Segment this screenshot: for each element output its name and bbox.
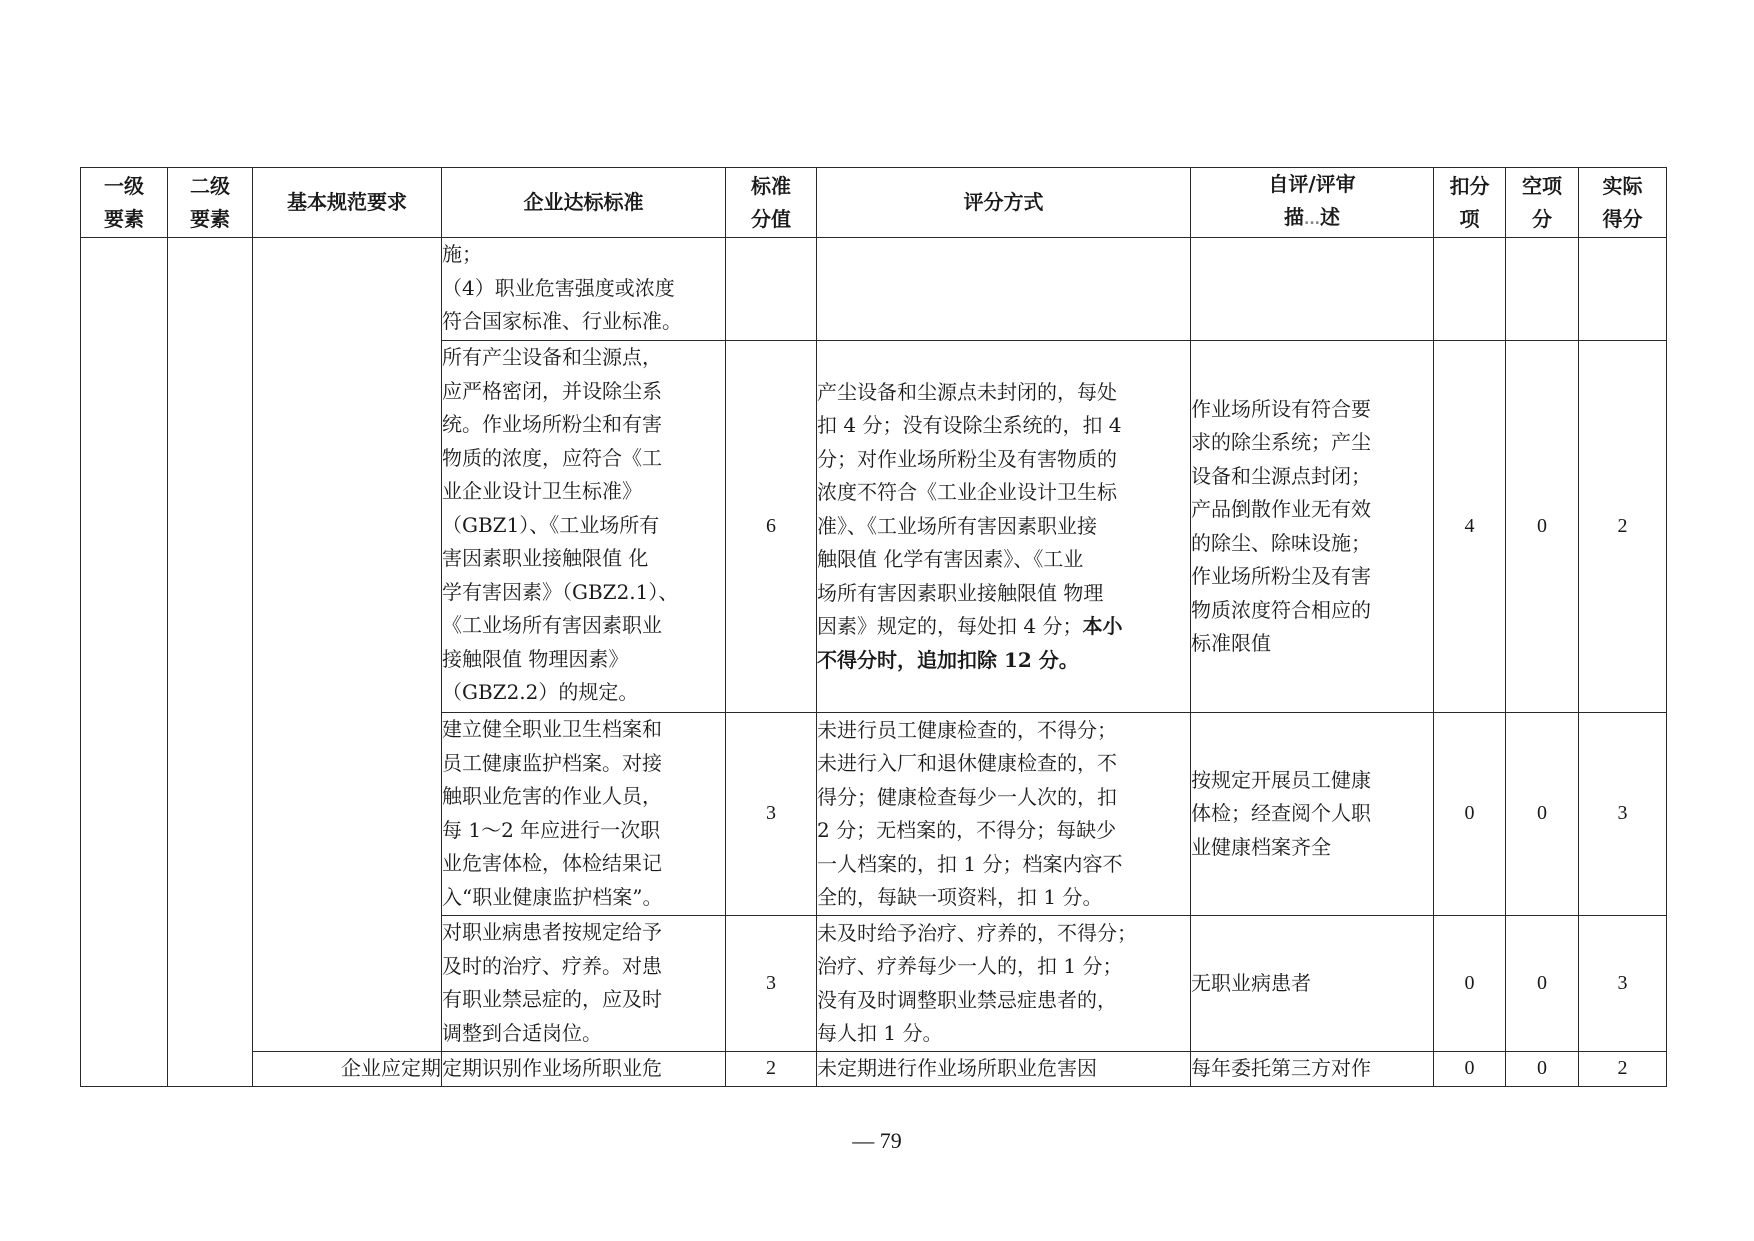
level1-cell [81,238,168,1087]
score-cell [726,238,817,341]
empty-cell: 0 [1506,1052,1579,1087]
scoring-table [80,167,1667,1087]
standard-cell: 定期识别作业场所职业危 [442,1052,726,1087]
header-requirement: 基本规范要求 [253,168,442,238]
standard-cell: 对职业病患者按规定给予 及时的治疗、疗养。对患 有职业禁忌症的，应及时 调整到合适岗位。 [442,916,726,1052]
empty-cell: 0 [1506,916,1579,1052]
standard-cell: 建立健全职业卫生档案和 员工健康监护档案。对接 触职业危害的作业人员， 每 1～2 年应进行一次职 业危害体检，体检结果记 入“职业健康监护档案”。 [442,713,726,916]
requirement-cell: 企业应定期 [253,1052,442,1087]
header-method: 评分方式 [817,168,1191,238]
level2-cell [168,238,253,1087]
header-row [81,168,1667,238]
actual-cell [1579,238,1667,341]
score-cell: 3 [726,916,817,1052]
standard-cell: 所有产尘设备和尘源点， 应严格密闭，并设除尘系 统。作业场所粉尘和有害 物质的浓度，应符合《工 业企业设计卫生标准》 （GBZ1）、《工业场所有 害因素职业接触限值 化 学有害因素》（GBZ2.1）、 《工业场所有害因素职业 接触限值 物理因素》 （GBZ2.2）的规定。 [442,341,726,713]
method-cell: 产尘设备和尘源点未封闭的，每处 扣 4 分；没有设除尘系统的，扣 4 分；对作业场所粉尘及有害物质的 浓度不符合《工业企业设计卫生标 准》、《工业场所有害因素职业接 触限值 化学有害因素》、《工业 场所有害因素职业接触限值 物理 因素》规定的，每处扣 4 分；本小 不得分时，追加扣除 12 分。 [817,341,1191,713]
description-cell: 按规定开展员工健康 体检；经查阅个人职 业健康档案齐全 [1191,713,1434,916]
score-cell: 6 [726,341,817,713]
empty-cell [1506,238,1579,341]
actual-cell: 2 [1579,1052,1667,1087]
deduct-cell: 4 [1434,341,1506,713]
header-level1: 一级 要素 [81,168,168,238]
method-cell: 未定期进行作业场所职业危害因 [817,1052,1191,1087]
deduct-cell: 0 [1434,713,1506,916]
empty-cell: 0 [1506,713,1579,916]
actual-cell: 2 [1579,341,1667,713]
score-cell: 3 [726,713,817,916]
deduct-cell: 0 [1434,916,1506,1052]
description-cell: 作业场所设有符合要 求的除尘系统；产尘 设备和尘源点封闭； 产品倒散作业无有效 的除尘、除味设施； 作业场所粉尘及有害 物质浓度符合相应的 标准限值 [1191,341,1434,713]
method-cell [817,238,1191,341]
table-row [81,1052,1667,1087]
description-cell: 每年委托第三方对作 [1191,1052,1434,1087]
description-cell [1191,238,1434,341]
header-empty: 空项 分 [1506,168,1579,238]
header-actual: 实际 得分 [1579,168,1667,238]
header-level2: 二级 要素 [168,168,253,238]
deduct-cell: 0 [1434,1052,1506,1087]
deduct-cell [1434,238,1506,341]
standard-cell: 施； （4）职业危害强度或浓度 符合国家标准、行业标准。 [442,238,726,341]
header-deduct: 扣分 项 [1434,168,1506,238]
description-cell: 无职业病患者 [1191,916,1434,1052]
requirement-cell [253,238,442,1052]
method-cell: 未进行员工健康检查的，不得分； 未进行入厂和退休健康检查的，不 得分；健康检查每少一人次的，扣 2 分；无档案的，不得分；每缺少 一人档案的，扣 1 分；档案内容不 全的，每缺一项资料，扣 1 分。 [817,713,1191,916]
method-cell: 未及时给予治疗、疗养的，不得分； 治疗、疗养每少一人的，扣 1 分； 没有及时调整职业禁忌症患者的， 每人扣 1 分。 [817,916,1191,1052]
header-description: 自评/评审 描...述 [1191,168,1434,238]
score-cell: 2 [726,1052,817,1087]
empty-cell: 0 [1506,341,1579,713]
table-row [81,238,1667,341]
header-standard: 企业达标标准 [442,168,726,238]
actual-cell: 3 [1579,916,1667,1052]
page-number: — 79 [852,1128,902,1153]
header-score: 标准 分值 [726,168,817,238]
actual-cell: 3 [1579,713,1667,916]
